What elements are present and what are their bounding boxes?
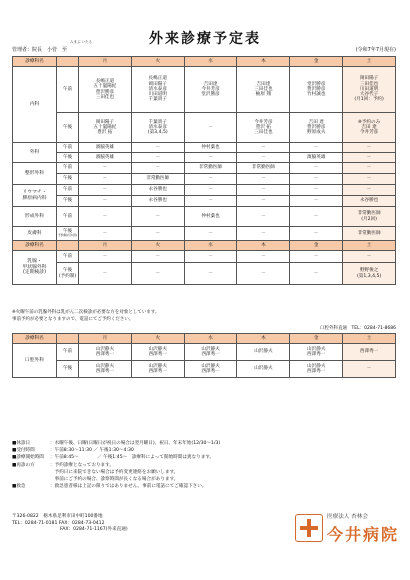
cell: － — [237, 174, 290, 185]
info-label: ■診療開始時間 — [12, 455, 44, 461]
cell: 非常勤医師 (月2回) — [343, 207, 396, 227]
cell: 西澤秀一 — [343, 344, 396, 361]
table-row — [13, 163, 396, 174]
cell: － — [290, 207, 343, 227]
cell: 非常勤医師 — [343, 227, 396, 241]
cell: － — [79, 163, 132, 174]
header-dept: 診療科名 — [13, 241, 57, 251]
info-value: ：午前8:30～11:30 ／ 午後1:30～4:30 — [50, 448, 134, 454]
time-pm: 午後 — [57, 153, 79, 163]
issued-date: (令和7年7月現在) — [355, 47, 396, 53]
cell: 濱脇英雄 — [290, 153, 343, 163]
cell: － — [184, 251, 237, 263]
cell: － — [184, 153, 237, 163]
time-am: 午前 — [57, 344, 79, 361]
cell: － — [131, 227, 184, 241]
cell: － — [290, 185, 343, 196]
page-title: 外来診療予定表 — [149, 31, 261, 47]
cell: － — [237, 227, 290, 241]
dental-phone: 口腔外科直通 TEL：0284-71-8686 — [320, 326, 396, 331]
header-day: 火 — [131, 57, 184, 67]
table-row — [13, 185, 396, 196]
cell: － — [184, 185, 237, 196]
table-row — [13, 344, 396, 361]
time-am: 午前 — [57, 251, 79, 263]
time-pm: 午後 — [57, 196, 79, 207]
info-row — [12, 462, 396, 469]
header-day: 水 — [184, 57, 237, 67]
table-row — [13, 361, 396, 378]
address-block — [12, 514, 128, 534]
table-row — [13, 143, 396, 153]
cell: 山沢静夫 西澤秀一 — [79, 344, 132, 361]
cell: － — [131, 207, 184, 227]
header-day: 木 — [237, 334, 290, 344]
table-row — [13, 251, 396, 263]
manager-ruby: みまぶ いたる — [70, 40, 93, 44]
cell: － — [237, 153, 290, 163]
time-am: 午前 — [57, 185, 79, 196]
hospital-logo — [295, 508, 405, 548]
info-value: ：予約診療となっております。 — [50, 462, 114, 468]
header-day: 水 — [184, 334, 237, 344]
info-label: ■再診の方 — [12, 462, 35, 468]
header-day: 火 — [131, 241, 184, 251]
cell: 吉田 達 豊沢勝彦 野原成夫 — [290, 113, 343, 143]
cell: 岡田陽子 三田佳也 川田道明 大谷代子 (月1回：予約) — [343, 67, 396, 113]
subheader — [12, 40, 396, 56]
header-dept: 診療科名 — [13, 334, 57, 344]
info-value: 事前にご予約の場合、診察時間が長くなる場合があります。 — [50, 477, 179, 483]
time-sub-label: 予約制(月1回) — [57, 233, 78, 238]
hospital-name: 今井病院 — [327, 525, 400, 544]
cell: － — [131, 251, 184, 263]
info-label: ■休診日 — [12, 441, 31, 446]
info-row — [12, 483, 396, 490]
info-value: 予約日に来院できない場合は予約変更連絡をお願いします。 — [50, 469, 179, 475]
dept-internal: 内科 — [13, 67, 57, 143]
cell: 山沢静夫 — [237, 361, 290, 378]
cell: 濱脇英雄 — [79, 153, 132, 163]
cell: 非常勤医師 — [184, 163, 237, 174]
cell: － — [343, 163, 396, 174]
cell: － — [343, 174, 396, 185]
time-am: 午前 — [57, 163, 79, 174]
cell: － — [184, 227, 237, 241]
cell: 吉田達 三田佳也 柚原 翔 — [237, 67, 290, 113]
cell: － — [237, 196, 290, 207]
hospital-cross-icon — [295, 514, 323, 542]
cell: 長嶋正道 岡田陽子 清水泰彦 川田道明 千葉貴子 — [131, 67, 184, 113]
cell: 永谷勝也 — [131, 185, 184, 196]
header-day: 月 — [79, 334, 132, 344]
cell: 山沢静夫 西澤秀一 — [290, 361, 343, 378]
header-day: 火 — [131, 334, 184, 344]
cell: 仲村葉也 — [184, 143, 237, 153]
cell: － — [290, 263, 343, 285]
table-row — [13, 153, 396, 163]
cell: 山沢静夫 西澤秀一 — [131, 344, 184, 361]
time-pm: 午後 — [57, 113, 79, 143]
time-label: 午後 — [62, 229, 73, 235]
cell: 濱脇英雄 — [79, 143, 132, 153]
header-day: 金 — [290, 241, 343, 251]
corp-name: 医療法人 杏林会 — [327, 514, 368, 520]
time-am: 午前 — [57, 67, 79, 113]
cell: － — [237, 143, 290, 153]
cell: － — [79, 185, 132, 196]
header-day: 月 — [79, 57, 132, 67]
header-day: 木 — [237, 57, 290, 67]
table-row — [13, 174, 396, 185]
time-am: 午前 — [57, 207, 79, 227]
time-pm — [57, 227, 79, 241]
table-header-2 — [13, 241, 396, 251]
cell: － — [290, 143, 343, 153]
cell: － — [343, 361, 396, 378]
phone-line: TEL：0284-71-0181 FAX：0284-73-0412 — [12, 520, 105, 526]
info-label: ■受付時間 — [12, 448, 35, 454]
info-value: ：救急患者様は上記の限りではありません。事前に電話にてご確認下さい。 — [50, 484, 207, 490]
header-day: 金 — [290, 57, 343, 67]
dept-dental: 口腔外科 — [13, 344, 57, 378]
table-row — [13, 113, 396, 143]
cell: 山沢静夫 西澤秀一 — [184, 361, 237, 378]
cell: － — [290, 163, 343, 174]
cell: 吉田達 今井芳彦 堂沢勝彦 — [184, 67, 237, 113]
info-label — [12, 476, 50, 483]
fax-line: FAX：0284-71-1167(外来直通) — [60, 527, 128, 533]
cell: － — [131, 153, 184, 163]
cell: 長嶋正道 五十嵐陽紀 豊沢勝彦 三田佳也 — [79, 67, 132, 113]
header-time — [57, 241, 79, 251]
cell: 仲村葉也 — [184, 207, 237, 227]
dept-breast: 乳腺・ 甲状腺外科 (定期検診) — [13, 251, 57, 285]
info-label: ■救急 — [12, 484, 26, 490]
header-day: 金 — [290, 334, 343, 344]
cell: － — [237, 251, 290, 263]
dept-dermatology: 皮膚科 — [13, 227, 57, 241]
cell: － — [184, 174, 237, 185]
cell: － — [343, 185, 396, 196]
cell: － — [290, 251, 343, 263]
table-row — [13, 207, 396, 227]
cell: 堂沢勝彦 豊沢勝彦 竹村誠也 — [290, 67, 343, 113]
cell: － — [79, 174, 132, 185]
cell: － — [343, 251, 396, 263]
cell: 非常勤医師 — [237, 163, 290, 174]
clinic-info — [12, 440, 396, 490]
cell: 山沢静夫 西澤秀一 — [79, 361, 132, 378]
header-dept: 診療科名 — [13, 57, 57, 67]
table-row — [13, 196, 396, 207]
header-day: 土 — [343, 241, 396, 251]
cell: － — [79, 263, 132, 285]
cell: － — [343, 153, 396, 163]
note-breast-1: ※火曜午前の乳腺外科は乳がん二次検診が必要な方を対象としています。 — [12, 310, 160, 315]
cell: 今井芳彦 豊沢 拓 三田佳也 — [237, 113, 290, 143]
info-row — [12, 454, 396, 461]
cell: 千葉貴子 清水泰彦 (第3,4,5) — [131, 113, 184, 143]
cell: － — [290, 174, 343, 185]
info-row — [12, 476, 396, 483]
header-day: 土 — [343, 57, 396, 67]
cell: － — [184, 263, 237, 285]
cell: 非常勤医師 — [131, 174, 184, 185]
header-day: 月 — [79, 241, 132, 251]
dept-surgery: 外科 — [13, 143, 57, 163]
info-value: ：水曜午後、日曜(日曜日が祝日の場合は翌月曜日)、祝日、年末年始(12/30～1/3) — [50, 441, 221, 446]
cell: 山沢静夫 西澤秀一 — [184, 344, 237, 361]
header-day: 木 — [237, 241, 290, 251]
cell: － — [79, 251, 132, 263]
info-row — [12, 440, 396, 447]
info-row — [12, 447, 396, 454]
table-header — [13, 57, 396, 67]
manager-name: 管理者：院長 小菅 至 — [12, 47, 68, 53]
header-time — [57, 334, 79, 344]
note-breast-2: 事前予約が必要となりますので、電話にてご予約ください。 — [12, 317, 134, 322]
cell: － — [184, 113, 237, 143]
address-line: 〒326-0822 栃木県足利市田中町100番地 — [12, 514, 103, 519]
cell: － — [237, 263, 290, 285]
cell: 山沢静夫 西澤秀一 — [290, 344, 343, 361]
dept-ortho: 整形外科 — [13, 163, 57, 185]
dept-rheumatology: リウマチ・ 膠原病内科 — [13, 185, 57, 207]
cell: － — [237, 207, 290, 227]
cell: 山沢静夫 — [237, 344, 290, 361]
cell: － — [79, 196, 132, 207]
info-label — [12, 469, 50, 476]
dental-table — [12, 333, 396, 378]
time-pm: 午後 (予約制) — [57, 263, 79, 285]
cell: 岡田陽子 五十嵐陽紀 豊沢 拓 — [79, 113, 132, 143]
table-row — [13, 227, 396, 241]
cell: － — [290, 227, 343, 241]
table-row — [13, 67, 396, 113]
cell: － — [131, 163, 184, 174]
table-row — [13, 263, 396, 285]
dept-plastic: 形成外科 — [13, 207, 57, 227]
cell: 永谷勝也 — [131, 196, 184, 207]
cell: － — [131, 143, 184, 153]
time-pm: 午後 — [57, 174, 79, 185]
cell: － — [79, 207, 132, 227]
cell: － — [131, 263, 184, 285]
cell: － — [237, 185, 290, 196]
header-day: 土 — [343, 334, 396, 344]
time-am: 午前 — [57, 143, 79, 153]
cell: ※予約のみ 吉田 達 今井芳彦 — [343, 113, 396, 143]
schedule-table — [12, 56, 396, 285]
info-row — [12, 469, 396, 476]
cell: 永谷勝也 — [343, 196, 396, 207]
cell: － — [79, 227, 132, 241]
cell: － — [184, 196, 237, 207]
cell: 野野俊之 (第1,3,4,5) — [343, 263, 396, 285]
table-header-3 — [13, 334, 396, 344]
cell: － — [343, 143, 396, 153]
cell: 山沢静夫 西澤秀一 — [131, 361, 184, 378]
time-pm: 午後 — [57, 361, 79, 378]
header-time — [57, 57, 79, 67]
info-value: ：午前8:45～ ／ 午後1:45～ 診療科によって開始時間は異なります。 — [50, 455, 215, 461]
header-day: 水 — [184, 241, 237, 251]
cell: － — [290, 196, 343, 207]
